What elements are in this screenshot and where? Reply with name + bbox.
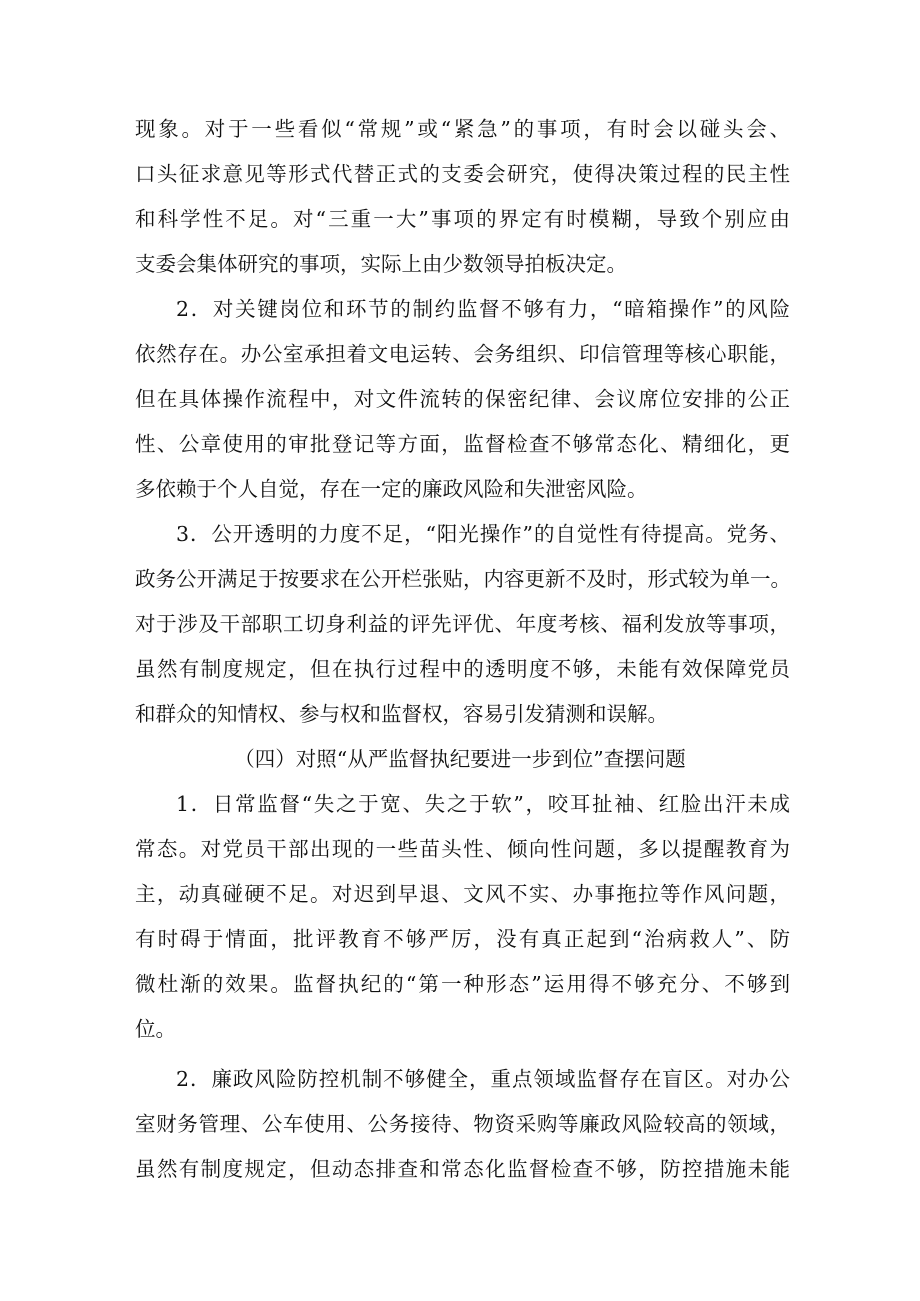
paragraph-line: 3．公开透明的力度不足，“阳光操作”的自觉性有待提高。党务、 xyxy=(176,522,790,546)
paragraph-line: 室财务管理、公车使用、公务接待、物资采购等廉政风险较高的领域， xyxy=(135,1112,790,1136)
paragraph-line: 依然存在。办公室承担着文电运转、会务组织、印信管理等核心职能， xyxy=(135,342,790,366)
paragraph-line: 多依赖于个人自觉，存在一定的廉政风险和失泄密风险。 xyxy=(135,477,648,501)
paragraph-line: 和群众的知情权、参与权和监督权，容易引发猜测和误解。 xyxy=(135,702,668,726)
paragraph-line: 口头征求意见等形式代替正式的支委会研究，使得决策过程的民主性 xyxy=(135,162,790,186)
paragraph-line: 虽然有制度规定，但在执行过程中的透明度不够，未能有效保障党员 xyxy=(135,657,790,681)
paragraph-line: 位。 xyxy=(135,1017,176,1041)
paragraph-line: 主，动真碰硬不足。对迟到早退、文风不实、办事拖拉等作风问题， xyxy=(135,882,790,906)
paragraph-line: 现象。对于一些看似“常规”或“紧急”的事项，有时会以碰头会、 xyxy=(135,117,790,141)
paragraph-line: 2．廉政风险防控机制不够健全，重点领域监督存在盲区。对办公 xyxy=(176,1067,790,1091)
paragraph-line: 2．对关键岗位和环节的制约监督不够有力，“暗箱操作”的风险 xyxy=(176,297,790,321)
paragraph-line: 1．日常监督“失之于宽、失之于软”，咬耳扯袖、红脸出汗未成 xyxy=(176,792,790,816)
paragraph-line: 有时碍于情面，批评教育不够严厉，没有真正起到“治病救人”、防 xyxy=(135,927,790,951)
paragraph-line: 政务公开满足于按要求在公开栏张贴，内容更新不及时，形式较为单一。 xyxy=(135,567,791,591)
section-heading: （四）对照“从严监督执纪要进一步到位”查摆问题 xyxy=(234,747,686,771)
paragraph-line: 常态。对党员干部出现的一些苗头性、倾向性问题，多以提醒教育为 xyxy=(135,837,790,861)
paragraph-line: 但在具体操作流程中，对文件流转的保密纪律、会议席位安排的公正 xyxy=(135,387,790,411)
paragraph-line: 虽然有制度规定，但动态排查和常态化监督检查不够，防控措施未能 xyxy=(135,1157,790,1181)
paragraph-line: 微杜渐的效果。监督执纪的“第一种形态”运用得不够充分、不够到 xyxy=(135,972,790,996)
paragraph-line: 对于涉及干部职工切身利益的评先评优、年度考核、福利发放等事项， xyxy=(135,612,790,636)
paragraph-line: 性、公章使用的审批登记等方面，监督检查不够常态化、精细化，更 xyxy=(135,432,790,456)
paragraph-line: 支委会集体研究的事项，实际上由少数领导拍板决定。 xyxy=(135,252,627,276)
paragraph-line: 和科学性不足。对“三重一大”事项的界定有时模糊，导致个别应由 xyxy=(135,207,790,231)
